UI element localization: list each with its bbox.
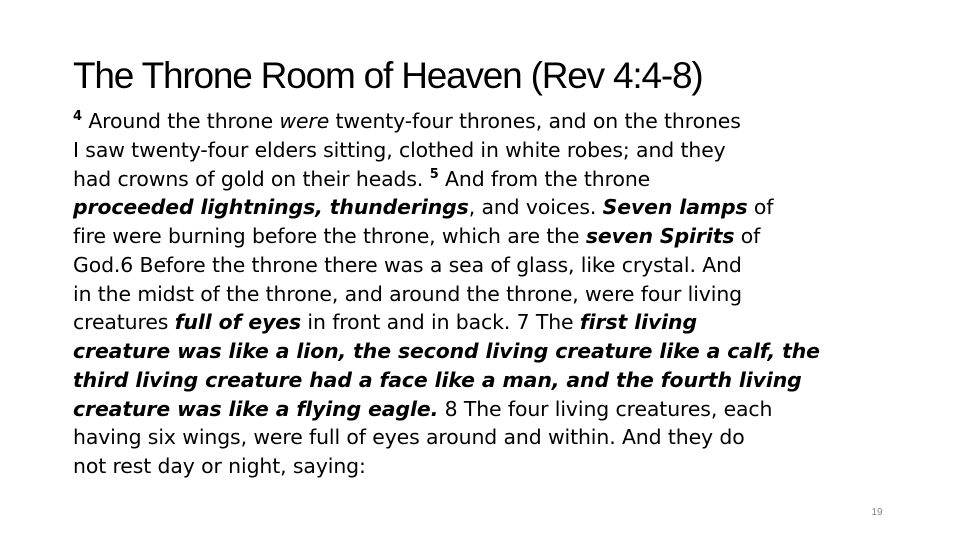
passage-line	[73, 107, 893, 136]
passage-text-italic: were	[279, 109, 330, 133]
passage-text-emphasis: third living creature had a face like a man, and the fourth living	[73, 367, 802, 392]
verse-number: 4	[73, 109, 82, 124]
passage-text: I saw twenty-four elders sitting, clothed in white robes; and they	[73, 137, 726, 162]
passage-line	[73, 366, 893, 395]
passage-text: And from the throne	[438, 166, 651, 191]
scripture-passage	[73, 107, 893, 481]
passage-text: in front and in back. 7 The	[301, 310, 580, 335]
passage-text: in the midst of the throne, and around the throne, were four living	[73, 281, 743, 306]
passage-text: Around the throne	[81, 109, 280, 133]
slide-title: The Throne Room of Heaven (Rev 4:4-8)	[73, 55, 703, 96]
passage-text: of	[747, 195, 774, 220]
passage-line	[73, 423, 893, 452]
passage-line	[73, 452, 893, 481]
passage-text-emphasis: first living	[579, 310, 697, 335]
passage-text: of	[734, 224, 761, 248]
passage-text: , and voices.	[468, 195, 603, 220]
passage-text-emphasis: proceeded lightnings, thunderings	[73, 195, 469, 220]
verse-number: 5	[429, 166, 439, 182]
passage-text: had crowns of gold on their heads.	[73, 166, 430, 191]
passage-text: God.6 Before the throne there was a sea of glass, like crystal. And	[73, 252, 742, 277]
passage-text-emphasis: creature was like a lion, the second living creature like a calf, the	[73, 339, 820, 363]
passage-line	[73, 136, 893, 165]
passage-text-emphasis: full of eyes	[174, 310, 302, 335]
page-number: 19	[871, 507, 883, 518]
passage-text-emphasis: creature was like a flying eagle.	[73, 396, 439, 421]
passage-text: 8 The four living creatures, each	[438, 396, 773, 421]
passage-text: not rest day or night, saying:	[73, 454, 366, 478]
passage-text-emphasis: seven Spirits	[585, 224, 735, 248]
passage-line	[73, 395, 893, 424]
passage-line	[73, 251, 893, 280]
passage-line	[73, 193, 893, 222]
passage-text: twenty-four thrones, and on the thrones	[329, 109, 741, 133]
passage-text: creatures	[73, 310, 175, 335]
passage-line	[73, 337, 893, 366]
passage-line	[73, 280, 893, 309]
passage-line	[73, 165, 893, 194]
passage-text: fire were burning before the throne, which are the	[73, 224, 586, 248]
passage-line	[73, 308, 893, 337]
passage-text: having six wings, were full of eyes around and within. And they do	[73, 425, 745, 450]
passage-text-emphasis: Seven lamps	[602, 195, 748, 220]
passage-line	[73, 222, 893, 251]
